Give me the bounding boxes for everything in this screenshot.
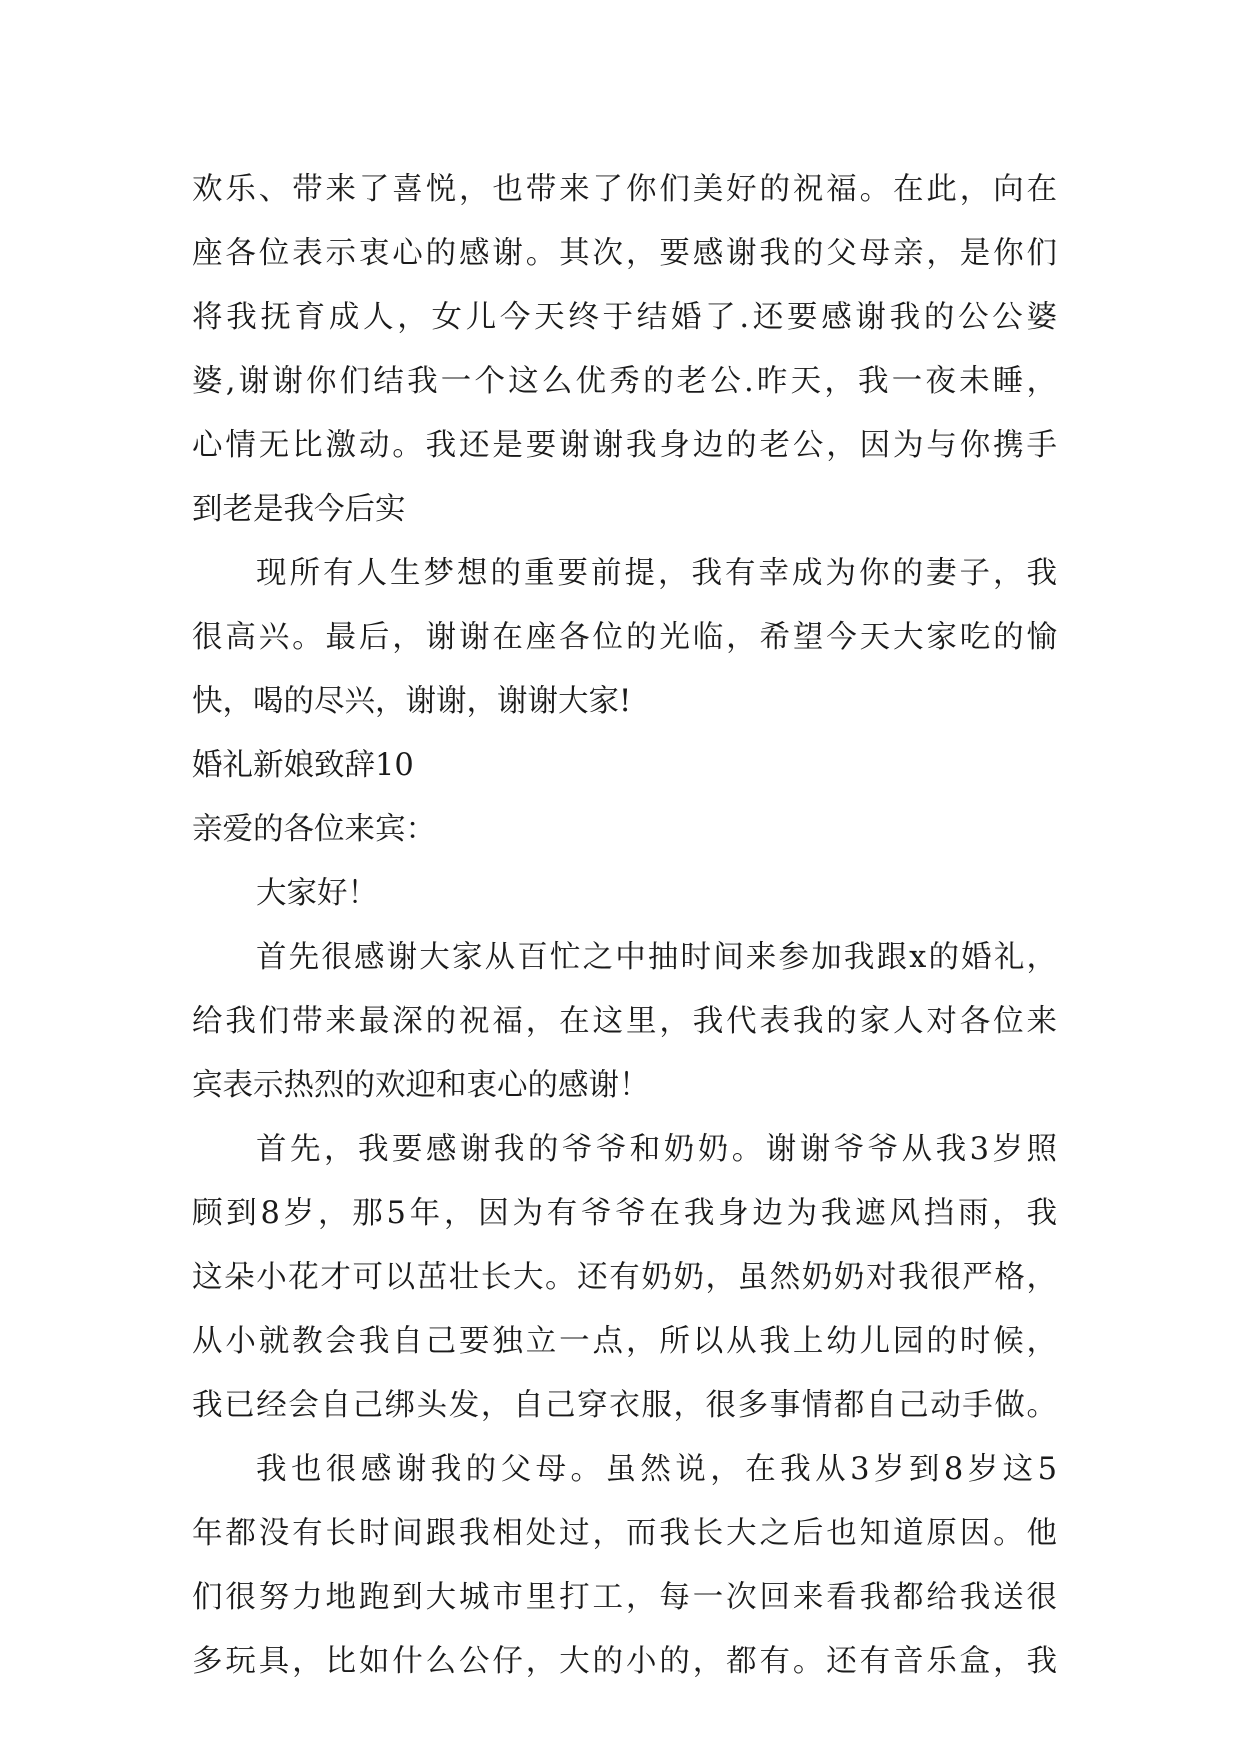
paragraph-first-line: 首先很感谢大家从百忙之中抽时间来参加我跟x的婚礼， [256, 940, 1057, 975]
greeting: 大家好！ [256, 876, 378, 911]
text-line: 们很努力地跑到大城市里打工，每一次回来看我都给我送很 [192, 1580, 1057, 1615]
paragraph-first-line: 首先，我要感谢我的爷爷和奶奶。谢谢爷爷从我3岁照 [256, 1132, 1057, 1167]
text-line: 将我抚育成人，女儿今天终于结婚了.还要感谢我的公公婆 [192, 300, 1057, 335]
text-line: 到老是我今后实 [192, 492, 406, 527]
text-line: 很高兴。最后，谢谢在座各位的光临，希望今天大家吃的愉 [192, 620, 1057, 655]
text-line: 从小就教会我自己要独立一点，所以从我上幼儿园的时候， [192, 1324, 1057, 1359]
text-line: 年都没有长时间跟我相处过，而我长大之后也知道原因。他 [192, 1516, 1057, 1551]
text-line: 欢乐、带来了喜悦，也带来了你们美好的祝福。在此，向在 [192, 172, 1057, 207]
text-line: 这朵小花才可以茁壮长大。还有奶奶，虽然奶奶对我很严格， [192, 1260, 1057, 1295]
text-line: 心情无比激动。我还是要谢谢我身边的老公，因为与你携手 [192, 428, 1057, 463]
paragraph-first-line: 我也很感谢我的父母。虽然说，在我从3岁到8岁这5 [256, 1452, 1057, 1487]
salutation: 亲爱的各位来宾： [192, 812, 436, 847]
text-line: 座各位表示衷心的感谢。其次，要感谢我的父母亲，是你们 [192, 236, 1057, 271]
text-line: 我已经会自己绑头发，自己穿衣服，很多事情都自己动手做。 [192, 1388, 1057, 1423]
text-line: 宾表示热烈的欢迎和衷心的感谢！ [192, 1068, 650, 1103]
text-line: 快，喝的尽兴，谢谢，谢谢大家! [192, 684, 632, 719]
paragraph-first-line: 现所有人生梦想的重要前提，我有幸成为你的妻子，我 [256, 556, 1057, 591]
text-line: 给我们带来最深的祝福，在这里，我代表我的家人对各位来 [192, 1004, 1057, 1039]
document-body [192, 158, 1057, 1694]
text-line: 顾到8岁，那5年，因为有爷爷在我身边为我遮风挡雨，我 [192, 1196, 1057, 1231]
text-line: 多玩具，比如什么公仔，大的小的，都有。还有音乐盒，我 [192, 1644, 1057, 1679]
text-line: 婆,谢谢你们结我一个这么优秀的老公.昨天，我一夜未睡， [192, 364, 1057, 399]
section-heading: 婚礼新娘致辞10 [192, 748, 414, 783]
